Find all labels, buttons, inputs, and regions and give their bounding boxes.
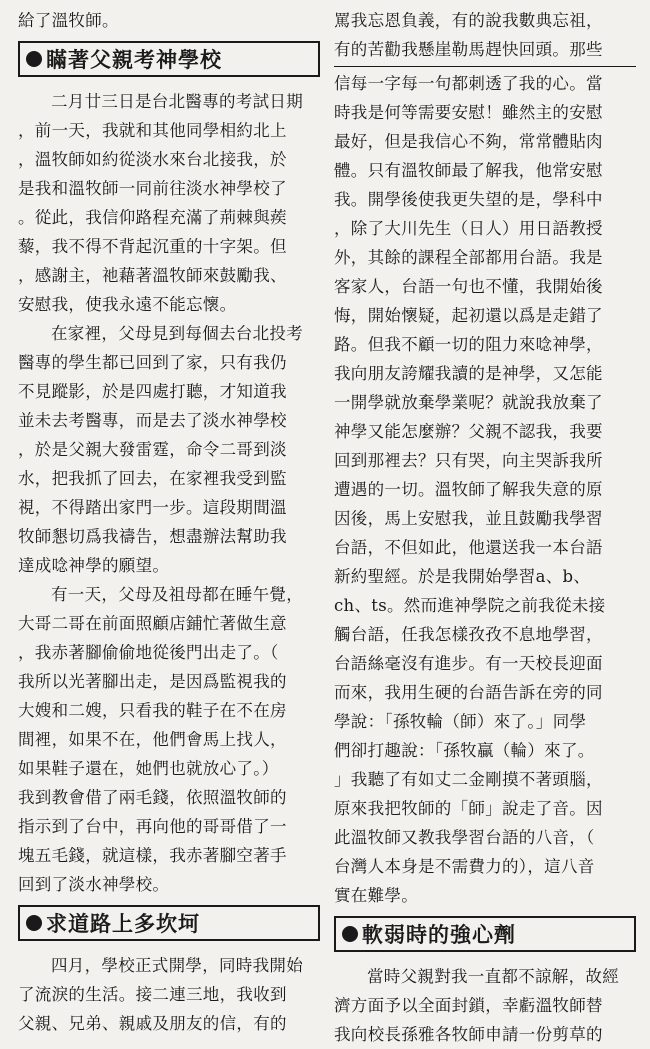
text-line: 此溫牧師又教我學習台語的八音，（: [334, 828, 595, 847]
text-line: 不見蹤影，於是四處打聽，才知道我: [18, 382, 287, 401]
text-line: 學說：「孫牧輪（師）來了。」同學: [334, 712, 587, 731]
text-line: 在家裡，父母見到每個去台北投考: [51, 324, 303, 343]
text-line: ，除了大川先生（日人）用日語教授: [334, 219, 603, 238]
text-line: ，前一天，我就和其他同學相約北上: [18, 121, 287, 140]
left-column: [18, 6, 320, 1033]
text-line: 藜，我不得不背起沉重的十字架。但: [18, 237, 287, 256]
right-paragraph-top: [334, 6, 636, 64]
section-heading-1: [18, 41, 320, 77]
text-line: 悔，開始懷疑，起初還以爲是走錯了: [334, 306, 603, 325]
text-line: 外，其餘的課程全部都用台語。我是: [334, 248, 603, 267]
text-line: 路。但我不顧一切的阻力來唸神學，: [334, 335, 603, 354]
text-line: 濟方面予以全面封鎖，幸虧溫牧師替: [334, 996, 603, 1015]
paragraph-end: [334, 962, 636, 1049]
paragraph-3: [18, 580, 320, 899]
left-top-line: 給了溫牧師。: [18, 11, 119, 30]
text-line: 遭遇的一切。溫牧師了解我失意的原: [334, 480, 603, 499]
text-line: 有一天，父母及祖母都在睡午覺，: [51, 585, 303, 604]
text-line: 二月廿三日是台北醫專的考試日期: [51, 92, 303, 111]
text-line: 體。只有溫牧師最了解我，他常安慰: [334, 161, 603, 180]
text-line: 一開學就放棄學業呢？就說我放棄了: [334, 393, 603, 412]
text-line: 醫專的學生都已回到了家，只有我仍: [18, 353, 287, 372]
bullet-icon: [26, 51, 42, 67]
text-line: 父親、兄弟、親戚及朋友的信，有的: [18, 1014, 287, 1033]
text-line: 神學又能怎麼辦？父親不認我，我要: [334, 422, 603, 441]
text-line: ，感謝主，祂藉著溫牧師來鼓勵我、: [18, 266, 287, 285]
text-line: 是我和溫牧師一同前往淡水神學校了: [18, 179, 287, 198]
text-line: 」我聽了有如丈二金剛摸不著頭腦，: [334, 770, 603, 789]
text-line: 原來我把牧師的「師」說走了音。因: [334, 799, 603, 818]
section-heading-2: [18, 905, 320, 941]
text-line: 大哥二哥在前面照顧店鋪忙著做生意: [18, 614, 287, 633]
text-line: 觸台語，任我怎樣孜孜不息地學習，: [334, 625, 603, 644]
right-paragraph-main: [334, 69, 636, 910]
text-line: 我向朋友誇耀我讀的是神學，又怎能: [334, 364, 603, 383]
text-line: 因後，馬上安慰我，並且鼓勵我學習: [334, 509, 603, 528]
text-line: ，於是父親大發雷霆，命令二哥到淡: [18, 440, 287, 459]
paragraph-2: [18, 319, 320, 580]
text-line: 當時父親對我一直都不諒解，故經: [367, 967, 619, 986]
text-line: 回到那裡去？只有哭，向主哭訴我所: [334, 451, 603, 470]
text-line: 罵我忘恩負義，有的說我數典忘祖，: [334, 11, 603, 30]
right-column: [334, 6, 636, 1044]
text-line: 們卻打趣說：「孫牧贏（輪）來了。: [334, 741, 595, 760]
text-line: 達成唸神學的願望。: [18, 556, 170, 575]
text-line: 牧師懇切爲我禱告，想盡辦法幫助我: [18, 527, 287, 546]
text-line: ，溫牧師如約從淡水來台北接我，於: [18, 150, 287, 169]
text-line: 並未去考醫專，而是去了淡水神學校: [18, 411, 287, 430]
section-heading-3: [334, 916, 636, 952]
paragraph-1: [18, 87, 320, 319]
columns: [18, 6, 636, 1044]
text-line: ch、ts。然而進神學院之前我從未接: [334, 596, 606, 615]
text-line: 視，不得踏出家門一步。這段期間溫: [18, 498, 287, 517]
section-heading-2-text: 求道路上多坎坷: [46, 912, 200, 936]
text-line: 間裡，如果不在，他們會馬上找人，: [18, 730, 287, 749]
text-line: 客家人，台語一句也不懂，我開始後: [334, 277, 603, 296]
text-line: 台灣人本身是不需費力的），這八音: [334, 857, 595, 876]
section-heading-3-text: 軟弱時的強心劑: [362, 923, 516, 947]
text-line: 信每一字每一句都刺透了我的心。當: [334, 74, 603, 93]
bullet-icon: [26, 915, 42, 931]
text-line: 。從此，我信仰路程充滿了荊棘與蒺: [18, 208, 287, 227]
text-line: 水，把我抓了回去，在家裡我受到監: [18, 469, 287, 488]
text-line: 而來，我用生硬的台語告訴在旁的同: [334, 683, 603, 702]
text-line: 新約聖經。於是我開始學習a、b、: [334, 567, 591, 586]
text-line: 我。開學後使我更失望的是，學科中: [334, 190, 603, 209]
text-line: 我向校長孫雅各牧師申請一份剪草的: [334, 1025, 603, 1044]
text-line: ，我赤著腳偷偷地從後門出走了。（: [18, 643, 279, 662]
paragraph-4: [18, 951, 320, 1038]
text-line: 塊五毛錢，就這樣，我赤著腳空著手: [18, 846, 287, 865]
text-line: 大嫂和二嫂，只看我的鞋子在不在房: [18, 701, 287, 720]
text-line: 四月，學校正式開學，同時我開始: [51, 956, 303, 975]
text-line: 如果鞋子還在，她們也就放心了。）: [18, 759, 279, 778]
divider-line: [334, 66, 636, 67]
text-line: 時我是何等需要安慰！雖然主的安慰: [334, 103, 603, 122]
text-line: 有的苦勸我懸崖勒馬趕快回頭。那些: [334, 40, 603, 59]
text-line: 指示到了台中，再向他的哥哥借了一: [18, 817, 287, 836]
text-line: 實在難學。: [334, 886, 418, 905]
text-line: 最好，但是我信心不夠，常常體貼肉: [334, 132, 603, 151]
section-heading-1-text: 瞞著父親考神學校: [46, 48, 222, 72]
text-line: 台語，不但如此，他還送我一本台語: [334, 538, 603, 557]
text-line: 安慰我，使我永遠不能忘懷。: [18, 295, 237, 314]
text-line: 台語絲毫沒有進步。有一天校長迎面: [334, 654, 603, 673]
text-line: 我到教會借了兩毛錢，依照溫牧師的: [18, 788, 287, 807]
text-line: 我所以光著腳出走，是因爲監視我的: [18, 672, 287, 691]
bullet-icon: [342, 926, 358, 942]
text-line: 回到了淡水神學校。: [18, 875, 170, 894]
text-line: 了流淚的生活。接二連三地，我收到: [18, 985, 287, 1004]
